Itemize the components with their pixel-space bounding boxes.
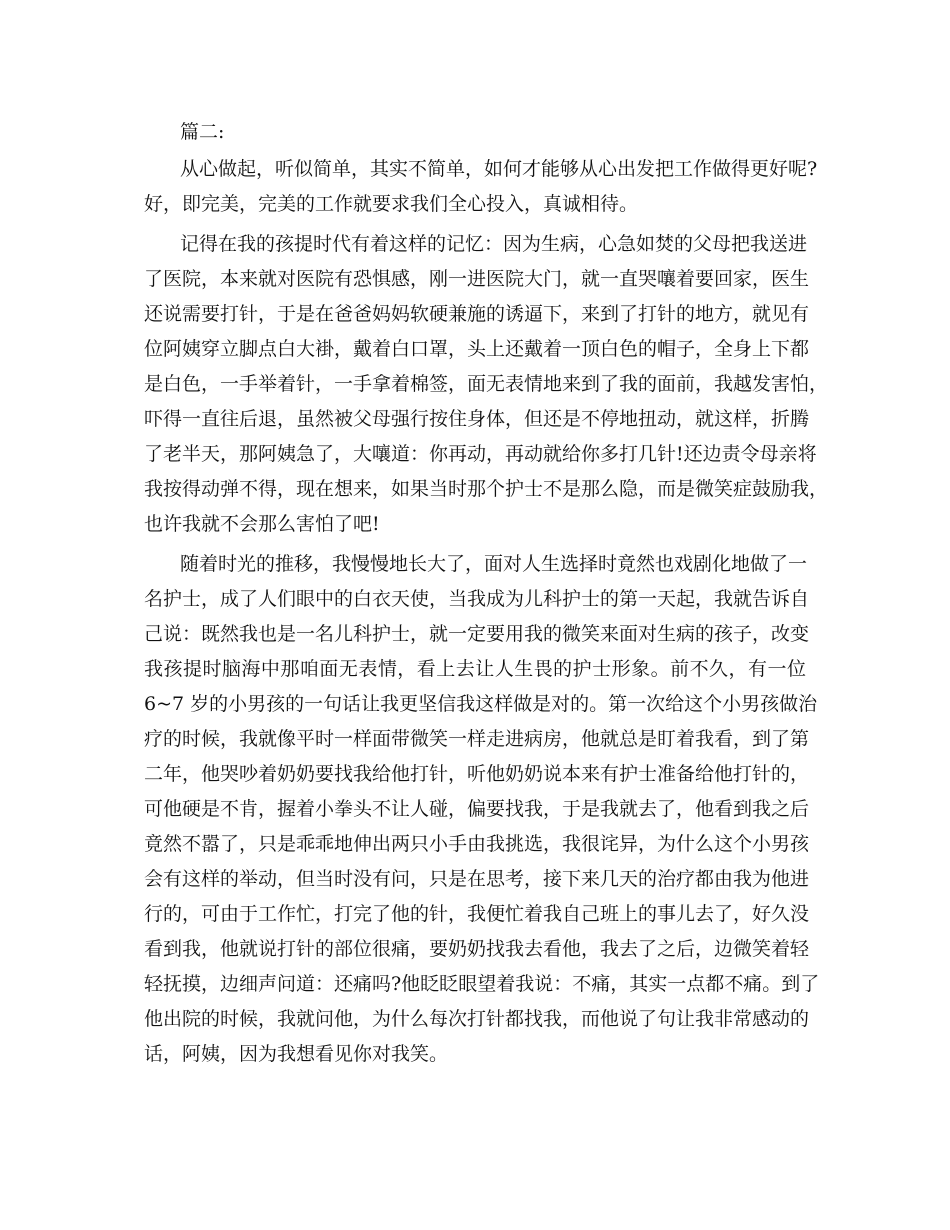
paragraph-2-line-4: 位阿姨穿立脚点白大褂，戴着白口罩，头上还戴着一顶白色的帽子，全身上下都 bbox=[144, 338, 810, 360]
paragraph-3-line-1: 随着时光的推移，我慢慢地长大了，面对人生选择时竟然也戏剧化地做了一 bbox=[180, 553, 808, 575]
paragraph-3-line-13: 轻抚摸，边细声问道：还痛吗?他眨眨眼望着我说：不痛，其实一点都不痛。到了 bbox=[144, 973, 820, 995]
paragraph-3-line-9: 竟然不嚣了，只是乖乖地伸出两只小手由我挑选，我很诧异，为什么这个小男孩 bbox=[144, 833, 810, 855]
paragraph-2-line-6: 吓得一直往后退，虽然被父母强行按住身体，但还是不停地扭动，就这样，折腾 bbox=[144, 408, 810, 430]
paragraph-3-line-3: 己说：既然我也是一名儿科护士，就一定要用我的微笑来面对生病的孩子，改变 bbox=[144, 623, 810, 645]
paragraph-2-line-9: 也许我就不会那么害怕了吧! bbox=[144, 513, 380, 535]
paragraph-1-line-2: 好，即完美，完美的工作就要求我们全心投入，真诚相待。 bbox=[144, 193, 639, 215]
paragraph-3-line-4: 我孩提时脑海中那咱面无表情，看上去让人生畏的护士形象。前不久，有一位 bbox=[144, 658, 806, 680]
paragraph-2-line-3: 还说需要打针，于是在爸爸妈妈软硬兼施的诱逼下，来到了打针的地方，就见有 bbox=[144, 303, 810, 325]
paragraph-1-line-1: 从心做起，听似简单，其实不简单，如何才能够从心出发把工作做得更好呢? bbox=[180, 158, 818, 180]
paragraph-3-line-15: 话，阿姨，因为我想看见你对我笑。 bbox=[144, 1043, 449, 1065]
paragraph-2-line-1: 记得在我的孩提时代有着这样的记忆：因为生病，心急如焚的父母把我送进 bbox=[180, 233, 808, 255]
paragraph-2-line-7: 了老半天，那阿姨急了，大嚷道：你再动，再动就给你多打几针!还边责令母亲将 bbox=[144, 443, 817, 465]
paragraph-3-line-8: 可他硬是不肯，握着小拳头不让人碰，偏要找我，于是我就去了，他看到我之后 bbox=[144, 798, 810, 820]
paragraph-3-line-10: 会有这样的举动，但当时没有问，只是在思考，接下来几天的治疗都由我为他进 bbox=[144, 868, 810, 890]
paragraph-3-line-2: 名护士，成了人们眼中的白衣天使，当我成为儿科护士的第一天起，我就告诉自 bbox=[144, 588, 810, 610]
paragraph-3-line-11: 行的，可由于工作忙，打完了他的针，我便忙着我自己班上的事儿去了，好久没 bbox=[144, 903, 810, 925]
paragraph-3-line-6: 疗的时候，我就像平时一样面带微笑一样走进病房，他就总是盯着我看，到了第 bbox=[144, 728, 810, 750]
paragraph-3-line-12: 看到我，他就说打针的部位很痛，要奶奶找我去看他，我去了之后，边微笑着轻 bbox=[144, 938, 810, 960]
paragraph-2-line-2: 了医院，本来就对医院有恐惧感，刚一进医院大门，就一直哭嚷着要回家，医生 bbox=[144, 268, 810, 290]
paragraph-2-line-8: 我按得动弹不得，现在想来，如果当时那个护士不是那么隐，而是微笑症鼓励我， bbox=[144, 478, 829, 500]
paragraph-3-line-5: 6~7 岁的小男孩的一句话让我更坚信我这样做是对的。第一次给这个小男孩做治 bbox=[144, 693, 818, 715]
paragraph-3-line-14: 他出院的时候，我就问他，为什么每次打针都找我，而他说了句让我非常感动的 bbox=[144, 1008, 810, 1030]
section-heading: 篇二: bbox=[180, 121, 225, 143]
paragraph-2-line-5: 是白色，一手举着针，一手拿着棉签，面无表情地来到了我的面前，我越发害怕， bbox=[144, 373, 829, 395]
paragraph-3-line-7: 二年，他哭吵着奶奶要找我给他打针，听他奶奶说本来有护士准备给他打针的， bbox=[144, 763, 810, 785]
